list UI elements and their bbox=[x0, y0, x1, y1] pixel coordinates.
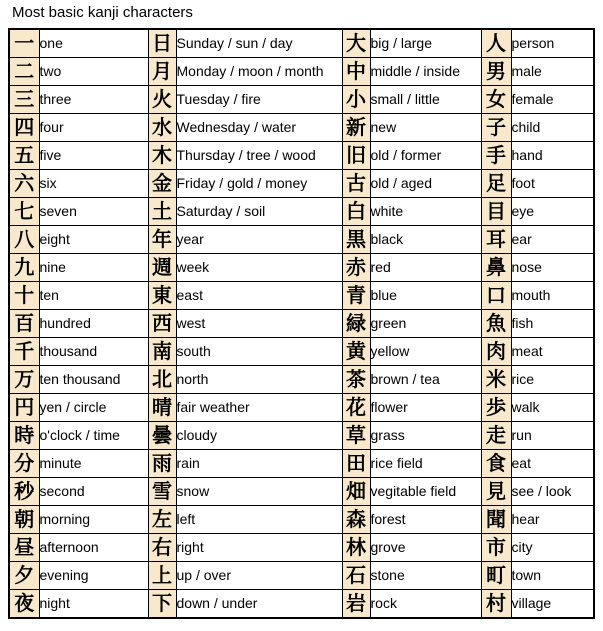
kanji-cell: 石 bbox=[342, 562, 370, 590]
meaning-cell: night bbox=[39, 590, 148, 619]
meaning-cell: ear bbox=[511, 226, 594, 254]
kanji-cell: 青 bbox=[342, 282, 370, 310]
table-row bbox=[9, 506, 594, 534]
kanji-cell: 畑 bbox=[342, 478, 370, 506]
meaning-cell: grove bbox=[370, 534, 481, 562]
meaning-cell: up / over bbox=[176, 562, 342, 590]
kanji-cell: 西 bbox=[148, 310, 176, 338]
kanji-cell: 十 bbox=[9, 282, 39, 310]
kanji-table-body bbox=[9, 29, 594, 618]
kanji-cell: 雨 bbox=[148, 450, 176, 478]
meaning-cell: male bbox=[511, 58, 594, 86]
meaning-cell: east bbox=[176, 282, 342, 310]
meaning-cell: Wednesday / water bbox=[176, 114, 342, 142]
meaning-cell: Thursday / tree / wood bbox=[176, 142, 342, 170]
meaning-cell: vegitable field bbox=[370, 478, 481, 506]
kanji-cell: 村 bbox=[481, 590, 511, 619]
kanji-cell: 八 bbox=[9, 226, 39, 254]
table-row bbox=[9, 338, 594, 366]
kanji-cell: 聞 bbox=[481, 506, 511, 534]
kanji-cell: 左 bbox=[148, 506, 176, 534]
meaning-cell: south bbox=[176, 338, 342, 366]
meaning-cell: black bbox=[370, 226, 481, 254]
kanji-cell: 白 bbox=[342, 198, 370, 226]
meaning-cell: hear bbox=[511, 506, 594, 534]
kanji-cell: 手 bbox=[481, 142, 511, 170]
kanji-cell: 魚 bbox=[481, 310, 511, 338]
meaning-cell: forest bbox=[370, 506, 481, 534]
meaning-cell: cloudy bbox=[176, 422, 342, 450]
kanji-cell: 百 bbox=[9, 310, 39, 338]
meaning-cell: village bbox=[511, 590, 594, 619]
table-row bbox=[9, 450, 594, 478]
kanji-cell: 朝 bbox=[9, 506, 39, 534]
kanji-cell: 北 bbox=[148, 366, 176, 394]
kanji-cell: 曇 bbox=[148, 422, 176, 450]
table-row bbox=[9, 282, 594, 310]
table-row bbox=[9, 254, 594, 282]
meaning-cell: right bbox=[176, 534, 342, 562]
meaning-cell: rock bbox=[370, 590, 481, 619]
kanji-cell: 下 bbox=[148, 590, 176, 619]
kanji-table bbox=[8, 28, 595, 619]
meaning-cell: Saturday / soil bbox=[176, 198, 342, 226]
table-row bbox=[9, 394, 594, 422]
kanji-cell: 古 bbox=[342, 170, 370, 198]
kanji-cell: 草 bbox=[342, 422, 370, 450]
meaning-cell: fair weather bbox=[176, 394, 342, 422]
table-row bbox=[9, 29, 594, 58]
meaning-cell: thousand bbox=[39, 338, 148, 366]
kanji-cell: 食 bbox=[481, 450, 511, 478]
kanji-cell: 年 bbox=[148, 226, 176, 254]
kanji-cell: 田 bbox=[342, 450, 370, 478]
meaning-cell: hundred bbox=[39, 310, 148, 338]
kanji-cell: 夜 bbox=[9, 590, 39, 619]
kanji-cell: 九 bbox=[9, 254, 39, 282]
kanji-cell: 鼻 bbox=[481, 254, 511, 282]
kanji-cell: 南 bbox=[148, 338, 176, 366]
meaning-cell: yen / circle bbox=[39, 394, 148, 422]
meaning-cell: hand bbox=[511, 142, 594, 170]
meaning-cell: minute bbox=[39, 450, 148, 478]
meaning-cell: left bbox=[176, 506, 342, 534]
table-row bbox=[9, 590, 594, 619]
meaning-cell: stone bbox=[370, 562, 481, 590]
meaning-cell: afternoon bbox=[39, 534, 148, 562]
table-row bbox=[9, 562, 594, 590]
meaning-cell: eat bbox=[511, 450, 594, 478]
meaning-cell: eight bbox=[39, 226, 148, 254]
kanji-cell: 赤 bbox=[342, 254, 370, 282]
kanji-cell: 東 bbox=[148, 282, 176, 310]
meaning-cell: west bbox=[176, 310, 342, 338]
kanji-cell: 上 bbox=[148, 562, 176, 590]
meaning-cell: meat bbox=[511, 338, 594, 366]
kanji-cell: 小 bbox=[342, 86, 370, 114]
kanji-cell: 千 bbox=[9, 338, 39, 366]
kanji-cell: 黄 bbox=[342, 338, 370, 366]
kanji-cell: 夕 bbox=[9, 562, 39, 590]
kanji-cell: 女 bbox=[481, 86, 511, 114]
meaning-cell: three bbox=[39, 86, 148, 114]
meaning-cell: yellow bbox=[370, 338, 481, 366]
kanji-cell: 町 bbox=[481, 562, 511, 590]
meaning-cell: north bbox=[176, 366, 342, 394]
meaning-cell: blue bbox=[370, 282, 481, 310]
meaning-cell: grass bbox=[370, 422, 481, 450]
kanji-cell: 耳 bbox=[481, 226, 511, 254]
kanji-cell: 森 bbox=[342, 506, 370, 534]
kanji-cell: 旧 bbox=[342, 142, 370, 170]
meaning-cell: Monday / moon / month bbox=[176, 58, 342, 86]
kanji-cell: 目 bbox=[481, 198, 511, 226]
meaning-cell: big / large bbox=[370, 29, 481, 58]
meaning-cell: second bbox=[39, 478, 148, 506]
kanji-cell: 木 bbox=[148, 142, 176, 170]
kanji-cell: 晴 bbox=[148, 394, 176, 422]
meaning-cell: six bbox=[39, 170, 148, 198]
meaning-cell: foot bbox=[511, 170, 594, 198]
meaning-cell: child bbox=[511, 114, 594, 142]
meaning-cell: white bbox=[370, 198, 481, 226]
table-row bbox=[9, 86, 594, 114]
table-row bbox=[9, 422, 594, 450]
meaning-cell: two bbox=[39, 58, 148, 86]
meaning-cell: four bbox=[39, 114, 148, 142]
meaning-cell: rain bbox=[176, 450, 342, 478]
meaning-cell: flower bbox=[370, 394, 481, 422]
meaning-cell: Friday / gold / money bbox=[176, 170, 342, 198]
meaning-cell: week bbox=[176, 254, 342, 282]
kanji-cell: 茶 bbox=[342, 366, 370, 394]
meaning-cell: rice field bbox=[370, 450, 481, 478]
kanji-cell: 肉 bbox=[481, 338, 511, 366]
kanji-cell: 走 bbox=[481, 422, 511, 450]
meaning-cell: one bbox=[39, 29, 148, 58]
meaning-cell: evening bbox=[39, 562, 148, 590]
kanji-cell: 金 bbox=[148, 170, 176, 198]
kanji-cell: 大 bbox=[342, 29, 370, 58]
meaning-cell: Sunday / sun / day bbox=[176, 29, 342, 58]
meaning-cell: eye bbox=[511, 198, 594, 226]
kanji-cell: 六 bbox=[9, 170, 39, 198]
meaning-cell: nine bbox=[39, 254, 148, 282]
kanji-cell: 見 bbox=[481, 478, 511, 506]
kanji-cell: 岩 bbox=[342, 590, 370, 619]
meaning-cell: ten bbox=[39, 282, 148, 310]
table-row bbox=[9, 226, 594, 254]
kanji-cell: 雪 bbox=[148, 478, 176, 506]
kanji-cell: 時 bbox=[9, 422, 39, 450]
kanji-cell: 林 bbox=[342, 534, 370, 562]
kanji-cell: 水 bbox=[148, 114, 176, 142]
page-title: Most basic kanji characters bbox=[12, 4, 193, 21]
table-row bbox=[9, 198, 594, 226]
meaning-cell: middle / inside bbox=[370, 58, 481, 86]
kanji-cell: 新 bbox=[342, 114, 370, 142]
table-row bbox=[9, 534, 594, 562]
kanji-cell: 四 bbox=[9, 114, 39, 142]
table-row bbox=[9, 114, 594, 142]
kanji-cell: 万 bbox=[9, 366, 39, 394]
meaning-cell: fish bbox=[511, 310, 594, 338]
kanji-cell: 足 bbox=[481, 170, 511, 198]
table-row bbox=[9, 478, 594, 506]
meaning-cell: see / look bbox=[511, 478, 594, 506]
meaning-cell: green bbox=[370, 310, 481, 338]
kanji-cell: 米 bbox=[481, 366, 511, 394]
kanji-cell: 分 bbox=[9, 450, 39, 478]
meaning-cell: person bbox=[511, 29, 594, 58]
meaning-cell: five bbox=[39, 142, 148, 170]
kanji-cell: 日 bbox=[148, 29, 176, 58]
kanji-cell: 昼 bbox=[9, 534, 39, 562]
meaning-cell: year bbox=[176, 226, 342, 254]
meaning-cell: walk bbox=[511, 394, 594, 422]
meaning-cell: town bbox=[511, 562, 594, 590]
kanji-cell: 土 bbox=[148, 198, 176, 226]
meaning-cell: morning bbox=[39, 506, 148, 534]
meaning-cell: seven bbox=[39, 198, 148, 226]
kanji-cell: 歩 bbox=[481, 394, 511, 422]
meaning-cell: snow bbox=[176, 478, 342, 506]
kanji-cell: 月 bbox=[148, 58, 176, 86]
meaning-cell: female bbox=[511, 86, 594, 114]
meaning-cell: down / under bbox=[176, 590, 342, 619]
meaning-cell: new bbox=[370, 114, 481, 142]
meaning-cell: run bbox=[511, 422, 594, 450]
table-row bbox=[9, 170, 594, 198]
meaning-cell: o'clock / time bbox=[39, 422, 148, 450]
kanji-cell: 一 bbox=[9, 29, 39, 58]
meaning-cell: red bbox=[370, 254, 481, 282]
kanji-cell: 花 bbox=[342, 394, 370, 422]
kanji-cell: 男 bbox=[481, 58, 511, 86]
meaning-cell: Tuesday / fire bbox=[176, 86, 342, 114]
table-row bbox=[9, 142, 594, 170]
meaning-cell: rice bbox=[511, 366, 594, 394]
meaning-cell: old / aged bbox=[370, 170, 481, 198]
meaning-cell: ten thousand bbox=[39, 366, 148, 394]
table-row bbox=[9, 366, 594, 394]
kanji-cell: 七 bbox=[9, 198, 39, 226]
kanji-cell: 五 bbox=[9, 142, 39, 170]
meaning-cell: small / little bbox=[370, 86, 481, 114]
kanji-cell: 緑 bbox=[342, 310, 370, 338]
table-row bbox=[9, 58, 594, 86]
kanji-cell: 火 bbox=[148, 86, 176, 114]
kanji-cell: 二 bbox=[9, 58, 39, 86]
kanji-cell: 人 bbox=[481, 29, 511, 58]
kanji-cell: 中 bbox=[342, 58, 370, 86]
meaning-cell: mouth bbox=[511, 282, 594, 310]
kanji-cell: 円 bbox=[9, 394, 39, 422]
kanji-cell: 週 bbox=[148, 254, 176, 282]
meaning-cell: brown / tea bbox=[370, 366, 481, 394]
kanji-cell: 子 bbox=[481, 114, 511, 142]
kanji-cell: 市 bbox=[481, 534, 511, 562]
meaning-cell: city bbox=[511, 534, 594, 562]
kanji-cell: 口 bbox=[481, 282, 511, 310]
meaning-cell: old / former bbox=[370, 142, 481, 170]
kanji-cell: 右 bbox=[148, 534, 176, 562]
kanji-cell: 黒 bbox=[342, 226, 370, 254]
meaning-cell: nose bbox=[511, 254, 594, 282]
kanji-cell: 秒 bbox=[9, 478, 39, 506]
kanji-cell: 三 bbox=[9, 86, 39, 114]
table-row bbox=[9, 310, 594, 338]
